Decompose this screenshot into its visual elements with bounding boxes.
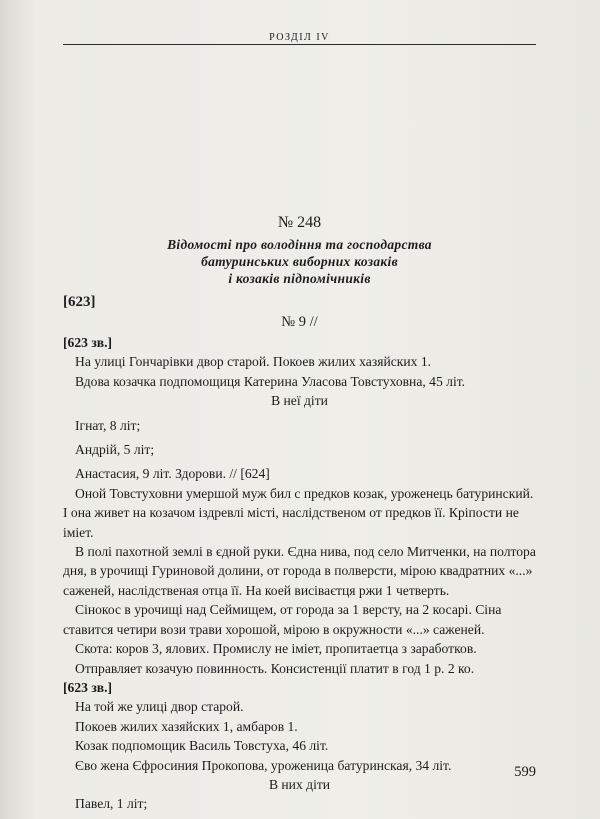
paragraph: В полі пахотной землі в єдной руки. Єдна нива, под село Митченки, на полтора дня, в урочищі Гуриновой долини, от города в полверсти, мірою квадратних «...» саженей, наслідственая отца її. На коей висіваєтця ржи 1 четверть. [63, 544, 536, 598]
subheading: В них діти [268, 776, 331, 792]
document-title-line: і козаків підпомічників [228, 271, 371, 286]
document-title-line: Відомості про володіння та господарства [167, 237, 432, 252]
folio-marker: [623 зв.] [63, 679, 113, 695]
paragraph: Сінокос в урочищі над Сеймищем, от города за 1 версту, на 2 косарі. Сіна ставится четири вози трави хорошой, мірою в окружности «...» саженей. [63, 602, 502, 637]
paragraph: На той же улиці двор старой. [75, 699, 244, 715]
page-number: 599 [514, 764, 536, 780]
folio-marker: [623 зв.] [63, 335, 113, 350]
running-head: РОЗДІЛ IV [269, 32, 330, 43]
subheading: В неї діти [271, 393, 328, 409]
body-text [63, 333, 536, 814]
paragraph: Андрій, 5 літ; [75, 442, 155, 458]
paragraph: Павел, 1 літ; [75, 796, 148, 812]
document-number: № 248 [277, 214, 322, 231]
paragraph: Покоев жилих хазяйских 1, амбаров 1. [75, 718, 298, 734]
sub-document-number: № 9 // [281, 314, 318, 330]
folio-reference: [623] [63, 294, 96, 310]
paragraph: Вдова козачка подпомощиця Катерина Уласова Товстуховна, 45 літ. [75, 373, 466, 389]
paragraph: Єво жена Єфросиния Прокопова, уроженица батуринская, 34 літ. [75, 757, 452, 773]
paragraph: Отправляет козачую повинность. Консистенції платит в год 1 р. 2 ко. [75, 660, 475, 676]
paragraph: Анастасия, 9 літ. Здорови. // [624] [75, 466, 270, 482]
paragraph: Оной Товстуховни умершой муж бил с предков козак, уроженець батуринский. І она живет на козачом іздревлі місті, наслідственом от предков її. Кріпости не іміет. [63, 485, 534, 540]
document-title [63, 236, 536, 287]
paragraph: Ігнат, 8 літ; [75, 417, 141, 433]
document-title-line: батуринських виборних козаків [201, 254, 398, 269]
paragraph: Скота: коров 3, ялових. Промислу не іміет, пропитаетца з заработков. [75, 641, 477, 657]
header-rule [63, 44, 536, 45]
paragraph: На улиці Гончарівки двор старой. Покоев жилих хазяйских 1. [75, 354, 432, 370]
paragraph: Козак подпомощик Василь Товстуха, 46 літ. [75, 738, 329, 754]
